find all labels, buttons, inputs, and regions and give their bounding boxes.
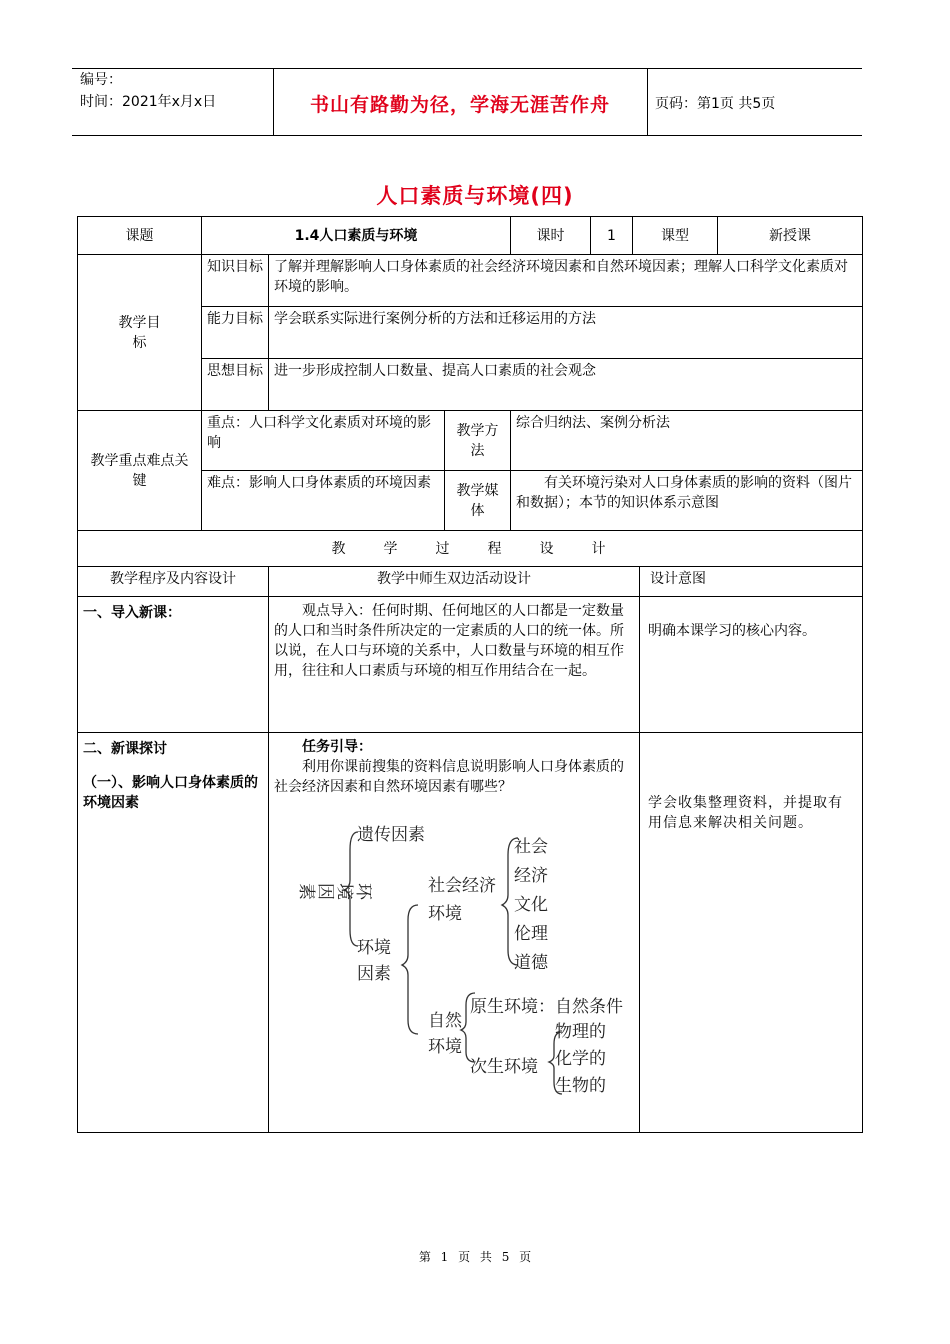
socio-item: 文化 [514,895,548,915]
new-intent: 学会收集整理资料，并提取有用信息来解决相关问题。 [640,733,863,1133]
type-label: 课型 [633,217,718,255]
topic-label: 课题 [78,217,202,255]
diagram-env-factor-line2: 因素 [357,964,391,984]
goal-label-attitude: 思想目标 [202,359,269,411]
page-footer: 第 1 页 共 5 页 [418,1250,532,1264]
goal-label-knowledge: 知识目标 [202,255,269,307]
method-value: 综合归纳法、案例分析法 [511,411,863,471]
diagram-socio-line1: 社会经济 [428,876,496,896]
goal-text-ability: 学会联系实际进行案例分析的方法和迁移运用的方法 [269,307,863,359]
page-code: 页码：第1页 共5页 [655,96,776,112]
socio-item: 经济 [514,866,548,886]
focus-text: 重点：人口科学文化素质对环境的影响 [202,411,445,471]
secondary-item: 生物的 [555,1076,606,1096]
document-title: 人口素质与环境(四) [376,184,574,208]
diagram-natural-line2: 环境 [428,1037,462,1057]
diagram-socio-items [514,833,548,978]
diagram-root-label: 环境因素 [296,883,373,900]
socio-item: 道德 [514,953,548,973]
process-heading: 教学过程设计 [78,531,863,567]
diagram-env-factor [357,935,391,987]
task-text: 利用你课前搜集的资料信息说明影响人口身体素质的社会经济因素和自然环境因素有哪些？ [274,759,624,795]
diagram-secondary-items [555,1019,606,1100]
header-left [80,69,216,113]
diagram-secondary: 次生环境 [470,1057,538,1077]
intro-intent: 明确本课学习的核心内容。 [640,597,863,733]
goal-text-attitude: 进一步形成控制人口数量、提高人口素质的社会观念 [269,359,863,411]
new-subsection-title: （一）、影响人口身体素质的环境因素 [83,775,258,811]
goal-row-knowledge [78,255,863,307]
intro-content: 一、导入新课： [78,597,269,733]
process-row-intro [78,597,863,733]
hours-value: 1 [591,217,633,255]
goal-text-knowledge: 了解并理解影响人口身体素质的社会经济环境因素和自然环境因素；理解人口科学文化素质对环境的影响。 [269,255,863,307]
media-value: 有关环境污染对人口身体素质的影响的资料（图片和数据）；本节的知识体系示意图 [511,471,863,531]
diagram-natural [428,1008,462,1060]
new-section-title: 二、新课探讨 [83,741,167,757]
socio-item: 社会 [514,837,548,857]
header-bottom-rule [72,135,862,136]
motto: 书山有路勤为径，学海无涯苦作舟 [309,94,610,116]
diagram-socio [428,872,496,928]
goal-label-ability: 能力目标 [202,307,269,359]
keys-row-1 [78,411,863,471]
header-divider-2 [647,68,648,135]
keys-label: 教学重点难点关键 [78,411,202,531]
time-label: 时间：2021年x月x日 [80,94,217,110]
goals-label: 教学目标 [78,255,202,411]
media-label: 教学媒体 [445,471,511,531]
info-row [78,217,863,255]
col-header-activity: 教学中师生双边活动设计 [269,567,640,597]
intro-activity: 观点导入：任何时期、任何地区的人口都是一定数量的人口和当时条件所决定的一定素质的人口的统一体。所以说，在人口与环境的关系中，人口数量与环境的相互作用，往往和人口素质与环境的相互作用结合在一起。 [269,597,640,733]
diagram-primary: 原生环境：自然条件 [470,997,623,1017]
secondary-item: 化学的 [555,1049,606,1069]
socio-item: 伦理 [514,924,548,944]
difficulty-text: 难点：影响人口身体素质的环境因素 [202,471,445,531]
new-content [78,733,269,1133]
col-header-content: 教学程序及内容设计 [78,567,269,597]
hours-label: 课时 [511,217,591,255]
number-label: 编号： [80,72,122,88]
process-col-header-row [78,567,863,597]
diagram-genetic: 遗传因素 [357,825,425,845]
diagram-natural-line1: 自然 [428,1011,462,1031]
method-label: 教学方法 [445,411,511,471]
secondary-item: 物理的 [555,1022,606,1042]
diagram-env-factor-line1: 环境 [357,938,391,958]
task-heading: 任务引导： [302,739,372,755]
diagram-root [296,883,372,907]
topic-value: 1.4人口素质与环境 [202,217,511,255]
col-header-intent: 设计意图 [640,567,863,597]
process-heading-row [78,531,863,567]
diagram-socio-line2: 环境 [428,904,462,924]
type-value: 新授课 [718,217,863,255]
